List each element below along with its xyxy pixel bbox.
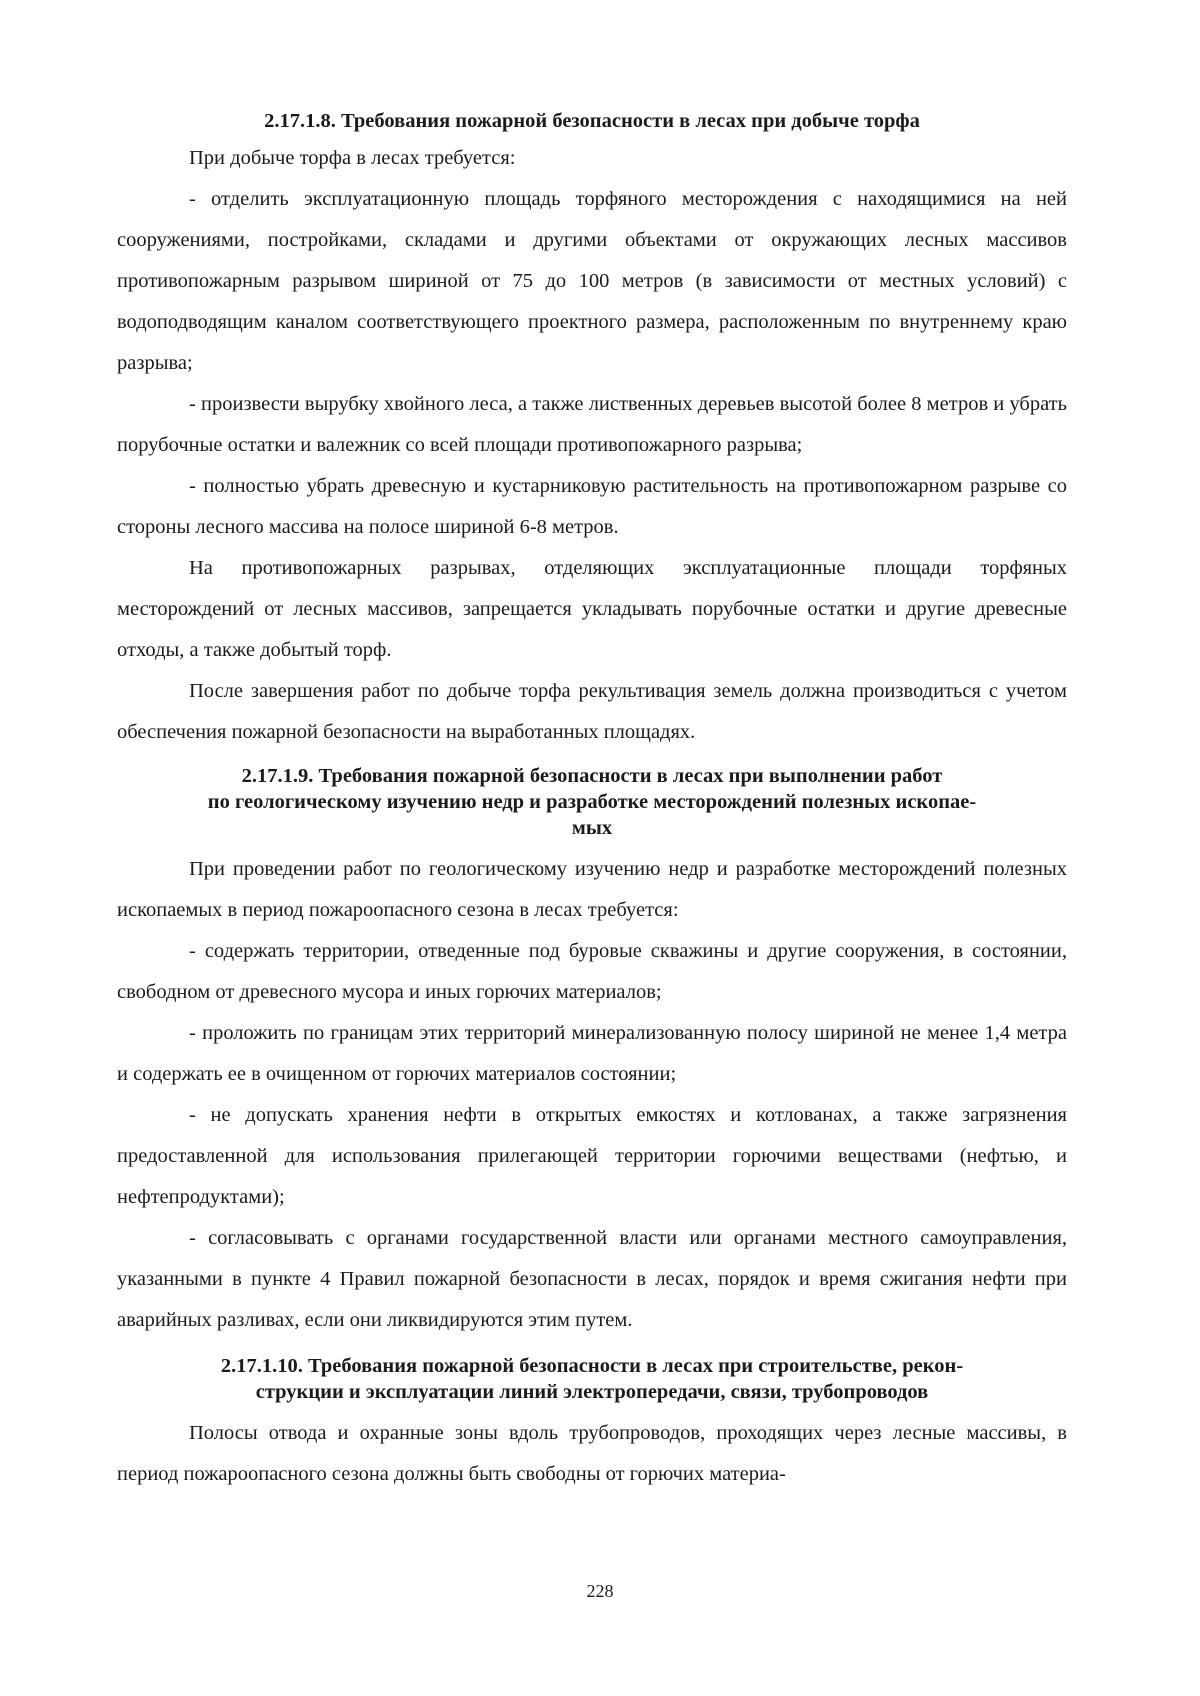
heading-line: струкции и эксплуатации линий электропередачи, связи, трубопроводов: [255, 1381, 929, 1403]
document-page: [117, 108, 1067, 1495]
list-item-paragraph: - не допускать хранения нефти в открытых емкостях и котлованах, а также загрязнения предоставленной для использования прилегающей территории горючими веществами (нефтью, и нефтепродуктами);: [117, 1104, 1067, 1208]
heading-line: 2.17.1.8. Требования пожарной безопасности в лесах при добыче торфа: [264, 110, 920, 132]
list-item-paragraph: - проложить по границам этих территорий минерализованную полосу шириной не менее 1,4 метра и содержать ее в очищенном от горючих материалов состоянии;: [117, 1022, 1067, 1085]
section-heading-2-17-1-8: [117, 108, 1067, 134]
paragraph: Полосы отвода и охранные зоны вдоль трубопроводов, проходящих через лесные массивы, в период пожароопасного сезона должны быть свободны от горючих материа-: [117, 1422, 1067, 1485]
paragraph: При добыче торфа в лесах требуется:: [189, 147, 516, 169]
section-heading-2-17-1-9: [117, 763, 1067, 841]
heading-line: 2.17.1.9. Требования пожарной безопасности в лесах при выполнении работ: [241, 765, 943, 787]
list-item-paragraph: - отделить эксплуатационную площадь торфяного месторождения с находящимися на ней сооружениями, постройками, складами и другими объектами от окружающих лесных массивов противопожарным разрывом шириной от 75 до 100 метров (в зависимости от местных условий) с водоподводящим каналом соответствующего проектного размера, расположенным по внутреннему краю разрыва;: [117, 188, 1067, 374]
list-item-paragraph: - полностью убрать древесную и кустарниковую растительность на противопожарном разрыве со стороны лесного массива на полосе шириной 6-8 метров.: [117, 475, 1067, 538]
paragraph: После завершения работ по добыче торфа рекультивация земель должна производиться с учетом обеспечения пожарной безопасности на выработанных площадях.: [117, 680, 1067, 743]
list-item-paragraph: - произвести вырубку хвойного леса, а также лиственных деревьев высотой более 8 метров и убрать порубочные остатки и валежник со всей площади противопожарного разрыва;: [117, 393, 1067, 456]
list-item-paragraph: - содержать территории, отведенные под буровые скважины и другие сооружения, в состоянии, свободном от древесного мусора и иных горючих материалов;: [117, 940, 1067, 1003]
paragraph: На противопожарных разрывах, отделяющих эксплуатационные площади торфяных месторождений от лесных массивов, запрещается укладывать порубочные остатки и другие древесные отходы, а также добытый торф.: [117, 557, 1067, 661]
heading-line: по геологическому изучению недр и разработке месторождений полезных ископае-: [207, 791, 977, 813]
heading-line: 2.17.1.10. Требования пожарной безопасности в лесах при строительстве, рекон-: [220, 1355, 964, 1377]
section-heading-2-17-1-10: [117, 1353, 1067, 1405]
list-item-paragraph: - согласовывать с органами государственной власти или органами местного самоуправления, указанными в пункте 4 Правил пожарной безопасности в лесах, порядок и время сжигания нефти при аварийных разливах, если они ликвидируются этим путем.: [117, 1227, 1067, 1331]
paragraph: При проведении работ по геологическому изучению недр и разработке месторождений полезных ископаемых в период пожароопасного сезона в лесах требуется:: [117, 858, 1067, 921]
page-number: 228: [586, 1581, 614, 1601]
heading-line: мых: [571, 817, 613, 839]
